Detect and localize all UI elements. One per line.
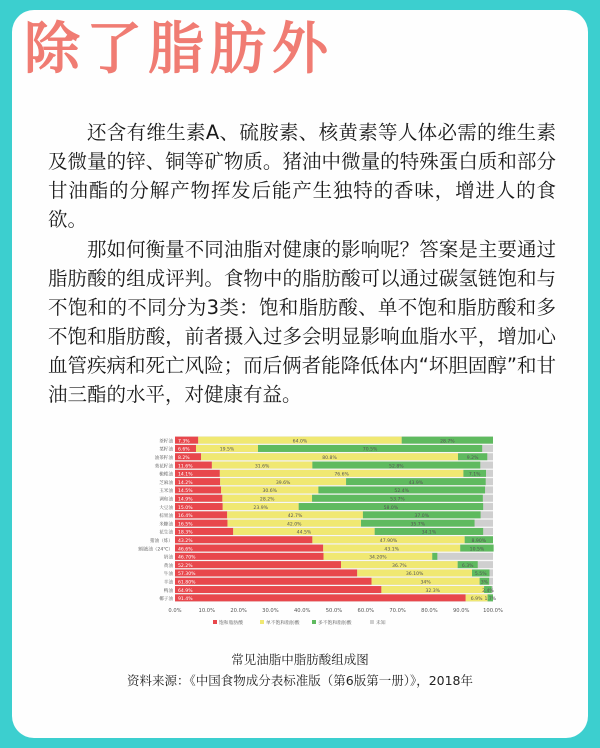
category-label-15: 黄油 <box>163 563 173 569</box>
x-tick-label-10: 100.0% <box>483 608 503 614</box>
data-label-15-1: 36.7% <box>392 563 407 569</box>
paragraph-1: 还含有维生素A、硫胺素、核黄素等人体必需的维生素及微量的锌、铜等矿物质。猪油中微量的特殊蛋白质和部分甘油酯的分解产物挥发后能产生独特的香味，增进人的食欲。 <box>48 121 556 231</box>
data-label-17-2: 3% <box>480 580 489 586</box>
x-tick-label-7: 70.0% <box>389 608 406 614</box>
data-label-16-2: 5.5% <box>474 572 487 578</box>
legend-swatch-0 <box>213 620 217 624</box>
x-tick-label-2: 20.0% <box>230 608 247 614</box>
data-label-3-0: 11.6% <box>178 464 193 470</box>
data-label-2-0: 8.2% <box>178 455 190 461</box>
data-label-5-2: 43.9% <box>408 480 424 486</box>
data-label-4-1: 76.6% <box>334 472 349 478</box>
data-label-10-1: 42.0% <box>286 522 302 528</box>
data-label-18-1: 32.3% <box>425 588 441 594</box>
legend-label-1: 单不饱和脂肪酸 <box>266 621 300 626</box>
legend-label-2: 多不饱和脂肪酸 <box>318 621 352 626</box>
page-title: 除了脂肪外 <box>24 17 334 82</box>
data-label-6-0: 14.5% <box>178 489 193 495</box>
category-label-7: 调和油 <box>159 497 173 503</box>
data-label-18-0: 64.9% <box>178 588 193 594</box>
data-label-13-2: 10.5% <box>469 547 485 553</box>
x-tick-label-0: 0.0% <box>168 608 182 614</box>
category-label-4: 橄榄油 <box>159 472 173 478</box>
category-label-17: 羊油 <box>163 580 173 586</box>
category-label-3: 葵花籽油 <box>154 464 173 470</box>
x-tick-label-8: 80.0% <box>421 608 438 614</box>
data-label-1-1: 19.5% <box>219 447 235 453</box>
article-body <box>48 118 556 410</box>
bar-segment-14-2 <box>432 553 437 560</box>
data-label-3-1: 31.6% <box>254 464 270 470</box>
fatty-acid-chart <box>138 432 510 642</box>
data-label-18-2: 2.4% <box>482 588 494 594</box>
data-label-19-0: 91.4% <box>178 597 193 603</box>
data-label-14-1: 34.20% <box>369 555 387 561</box>
data-label-10-0: 16.5% <box>178 522 193 528</box>
x-tick-label-3: 30.0% <box>262 608 279 614</box>
category-label-8: 大豆油 <box>159 505 173 511</box>
data-label-16-0: 57.30% <box>178 572 196 578</box>
data-label-0-1: 64.0% <box>292 439 308 445</box>
data-label-4-0: 14.1% <box>178 472 193 478</box>
category-label-0: 茶籽油 <box>159 439 173 445</box>
data-label-6-1: 30.6% <box>262 489 278 495</box>
x-tick-label-6: 60.0% <box>357 608 375 614</box>
x-tick-label-1: 10.0% <box>198 608 216 614</box>
data-label-7-2: 53.7% <box>390 497 405 503</box>
data-label-15-0: 52.2% <box>178 563 193 569</box>
data-label-12-1: 47.90% <box>379 538 398 544</box>
data-label-6-2: 52.4% <box>394 489 410 495</box>
category-label-18: 鸭油 <box>163 588 173 594</box>
data-label-13-1: 43.1% <box>384 547 400 553</box>
paragraph-2: 那如何衡量不同油脂对健康的影响呢？答案是主要通过脂肪酸的组成评判。食物中的脂肪酸可以通过碳氢链饱和与不饱和的不同分为3类：饱和脂肪酸、单不饱和脂肪酸和多不饱和脂肪酸，前者摄入过多会明显影响血脂水平，增加心血管疾病和死亡风险；而后俩者能降低体内“坏胆固醇”和甘油三酯的水平，对健康有益。 <box>48 238 556 406</box>
bar-segment-18-0 <box>175 586 381 593</box>
data-label-17-0: 61.80% <box>178 580 196 586</box>
data-label-19-2: 1.7% <box>484 597 497 603</box>
data-label-1-2: 70.5% <box>362 447 378 453</box>
bar-segment-12-0 <box>175 536 312 543</box>
data-label-11-0: 18.3% <box>178 530 193 536</box>
category-label-6: 玉米油 <box>159 489 173 495</box>
data-label-14-0: 46.70% <box>178 555 196 561</box>
bar-segment-16-0 <box>175 569 357 576</box>
data-label-8-0: 15.0% <box>178 505 193 511</box>
data-label-12-2: 8.90% <box>471 538 487 544</box>
x-tick-label-4: 40.0% <box>293 608 311 614</box>
category-label-2: 油茶籽油 <box>154 455 173 461</box>
data-label-13-0: 46.6% <box>178 547 193 553</box>
data-label-17-1: 34% <box>420 580 431 586</box>
data-label-19-1: 6.9% <box>470 597 483 603</box>
data-label-12-0: 43.2% <box>178 538 193 544</box>
category-label-5: 芝麻油 <box>159 480 173 486</box>
data-label-16-1: 36.10% <box>405 572 424 578</box>
data-label-10-2: 35.7% <box>410 522 426 528</box>
data-label-2-2: 9.2% <box>466 455 479 461</box>
data-label-5-0: 14.2% <box>178 480 193 486</box>
data-label-15-2: 6.3% <box>461 563 474 569</box>
legend-swatch-2 <box>312 620 316 624</box>
data-label-3-2: 52.8% <box>389 464 404 470</box>
data-label-0-2: 28.7% <box>440 439 455 445</box>
category-label-10: 米糠油 <box>159 522 173 528</box>
bar-segment-19-0 <box>175 594 466 601</box>
data-label-11-1: 44.5% <box>296 530 312 536</box>
data-label-1-0: 6.6% <box>178 447 190 453</box>
data-label-9-2: 37.0% <box>414 514 430 520</box>
data-label-2-1: 80.8% <box>322 455 337 461</box>
category-label-16: 牛油 <box>163 572 173 578</box>
category-label-13: 棕榈液油（24℃） <box>138 547 173 553</box>
data-label-9-1: 42.7% <box>287 514 303 520</box>
legend-label-0: 饱和脂肪酸 <box>219 621 243 626</box>
category-label-1: 菜籽油 <box>159 447 173 453</box>
legend-swatch-3 <box>370 620 374 624</box>
data-label-7-0: 14.9% <box>178 497 193 503</box>
data-label-8-1: 23.9% <box>253 505 268 511</box>
data-label-7-1: 28.2% <box>259 497 275 503</box>
category-label-11: 花生油 <box>159 530 173 536</box>
category-label-9: 棕果油 <box>159 514 173 520</box>
category-label-12: 猪油（炼） <box>150 538 173 544</box>
fatty-acid-chart-svg <box>138 432 510 642</box>
data-label-5-1: 39.6% <box>275 480 291 486</box>
x-tick-label-9: 90.0% <box>452 608 470 614</box>
data-label-8-2: 58.0% <box>383 505 399 511</box>
bar-segment-13-0 <box>175 545 323 552</box>
data-label-4-2: 7.1% <box>468 472 481 478</box>
bar-segment-15-0 <box>175 561 341 568</box>
legend-swatch-1 <box>260 620 264 624</box>
data-label-0-0: 7.3% <box>178 439 190 445</box>
bar-segment-17-0 <box>175 578 372 585</box>
category-label-19: 椰子油 <box>159 597 173 603</box>
bar-segment-14-0 <box>175 553 324 560</box>
category-label-14: 奶油 <box>163 555 173 561</box>
x-tick-label-5: 50.0% <box>325 608 343 614</box>
source-note: 资料来源：《中国食物成分表标准版（第6版第一册）》，2018年 <box>126 673 473 688</box>
data-label-9-0: 16.4% <box>178 514 193 520</box>
chart-caption: 常见油脂中脂肪酸组成图 <box>231 652 369 667</box>
data-label-11-2: 34.1% <box>421 530 437 536</box>
legend-label-3: 未知 <box>376 621 386 626</box>
